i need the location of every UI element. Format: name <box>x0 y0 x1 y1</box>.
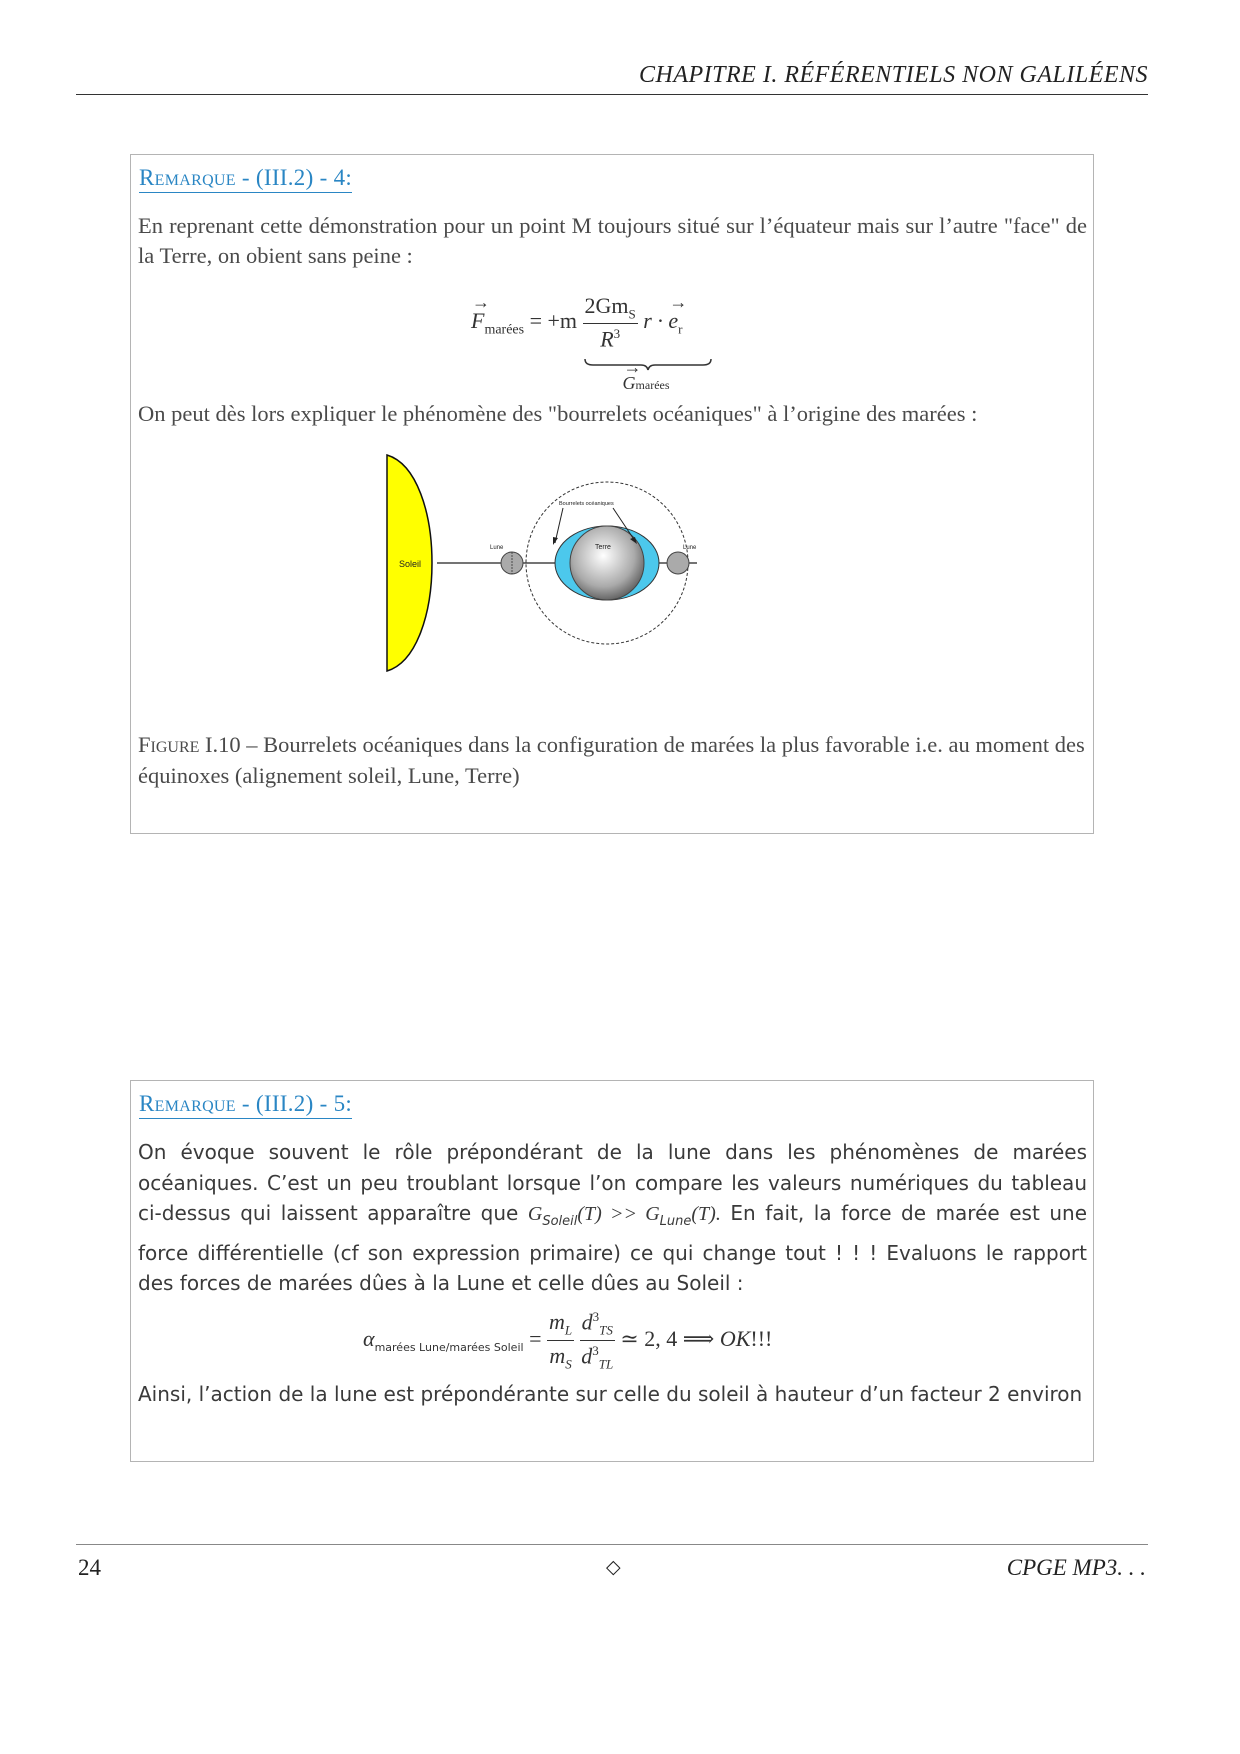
remark-after: On peut dès lors expliquer le phénomène des "bourrelets océaniques" à l’origine des marées : <box>138 401 978 426</box>
underbrace <box>583 357 713 371</box>
sun-label: Soleil <box>399 559 422 569</box>
G-soleil: G <box>527 1203 543 1225</box>
eq-equals: = <box>529 1325 542 1351</box>
caption-word: Figure <box>138 732 200 757</box>
remark-title-ref: - (III.2) - 5: <box>235 1091 353 1116</box>
remark-title-word: Remarque <box>139 165 236 190</box>
remark-title-ref: - (III.2) - 4: <box>235 165 353 190</box>
moon-right <box>667 552 689 574</box>
mass-ratio: $\frac{m_L}{m_S}$ <box>548 1309 573 1372</box>
diamond-icon: ◇ <box>606 1557 621 1578</box>
eq-equals: = +m <box>529 307 578 333</box>
header-rule <box>76 94 1148 95</box>
ratio-equation: $\alpha_{marées Lune/marées Soleil}$ = $\frac{m_L}{m_S}$ $\frac{d^3_{TS}}{d^3_{TL}}$ ≃ 2, 4 ⟹ OK!!! <box>363 1309 773 1372</box>
eq-fraction: $\frac{2Gm_S}{R^3}$ <box>584 293 636 352</box>
remark2-conclusion: Ainsi, l’action de la lune est prépondérante sur celle du soleil à hauteur d’un facteur 2 environ <box>138 1382 1083 1406</box>
remark-title-word: Remarque <box>139 1091 236 1116</box>
remark-title <box>139 1091 352 1119</box>
footer-rule <box>76 1544 1148 1545</box>
remark-box-5 <box>130 1080 1094 1462</box>
eq-braced-group <box>583 293 683 393</box>
G-lune: G <box>645 1203 660 1225</box>
moon-left-label: Lune <box>490 545 504 551</box>
remark-intro: En reprenant cette démonstration pour un point M toujours situé sur l’équateur mais sur l’autre "face" de la Terre, on obient sans peine : <box>138 213 1087 268</box>
remark-title <box>139 165 352 193</box>
brace-label: → Gmarées <box>623 373 670 394</box>
eq-r: r · <box>643 307 663 333</box>
remark-box-4 <box>130 154 1094 834</box>
distance-ratio: $\frac{d^3_{TS}}{d^3_{TL}}$ <box>581 1309 614 1372</box>
moon-right-label: Lune <box>683 545 697 551</box>
earth-label: Terre <box>595 544 611 551</box>
tidal-force-equation <box>471 293 683 393</box>
footer-course: CPGE MP3. . . <box>1006 1555 1146 1580</box>
eq-ok: OK <box>719 1325 751 1351</box>
eq-F-sub: marées <box>484 322 525 338</box>
eq-alpha: α <box>363 1325 375 1351</box>
eq-alpha-sub: marées Lune/marées Soleil <box>374 1341 524 1355</box>
eq-result: ≃ 2, 4 ⟹ <box>620 1325 720 1351</box>
tides-figure <box>377 453 797 713</box>
chapter-header: CHAPITRE I. RÉFÉRENTIELS NON GALILÉENS <box>639 62 1148 88</box>
bulge-label: Bourrelets océaniques <box>559 501 614 507</box>
remark2-paragraph: On évoque souvent le rôle prépondérant de la lune dans les phénomènes de marées océaniques. C’est un peu troublant lorsque l’on compare les valeurs numériques du tableau ci-dessus qui laissent apparaître que $G_{Soleil}(T) >> G_{Lune}(T)$. En fait, la force de marée est une force différentielle (cf son expression primaire) ce qui change tout ! ! ! Evaluons le rapport des forces de marées dûes à la Lune et celle dûes au Soleil : <box>138 1140 1087 1295</box>
eq-e-sub: r <box>678 321 683 337</box>
vector-F: → F <box>471 308 484 334</box>
figure-caption <box>138 729 1087 791</box>
vector-e: → e <box>668 308 678 334</box>
page-number: 24 <box>78 1555 101 1580</box>
caption-text: I.10 – Bourrelets océaniques dans la configuration de marées la plus favorable i.e. au moment des équinoxes (alignement soleil, Lune, Terre) <box>138 732 1085 788</box>
